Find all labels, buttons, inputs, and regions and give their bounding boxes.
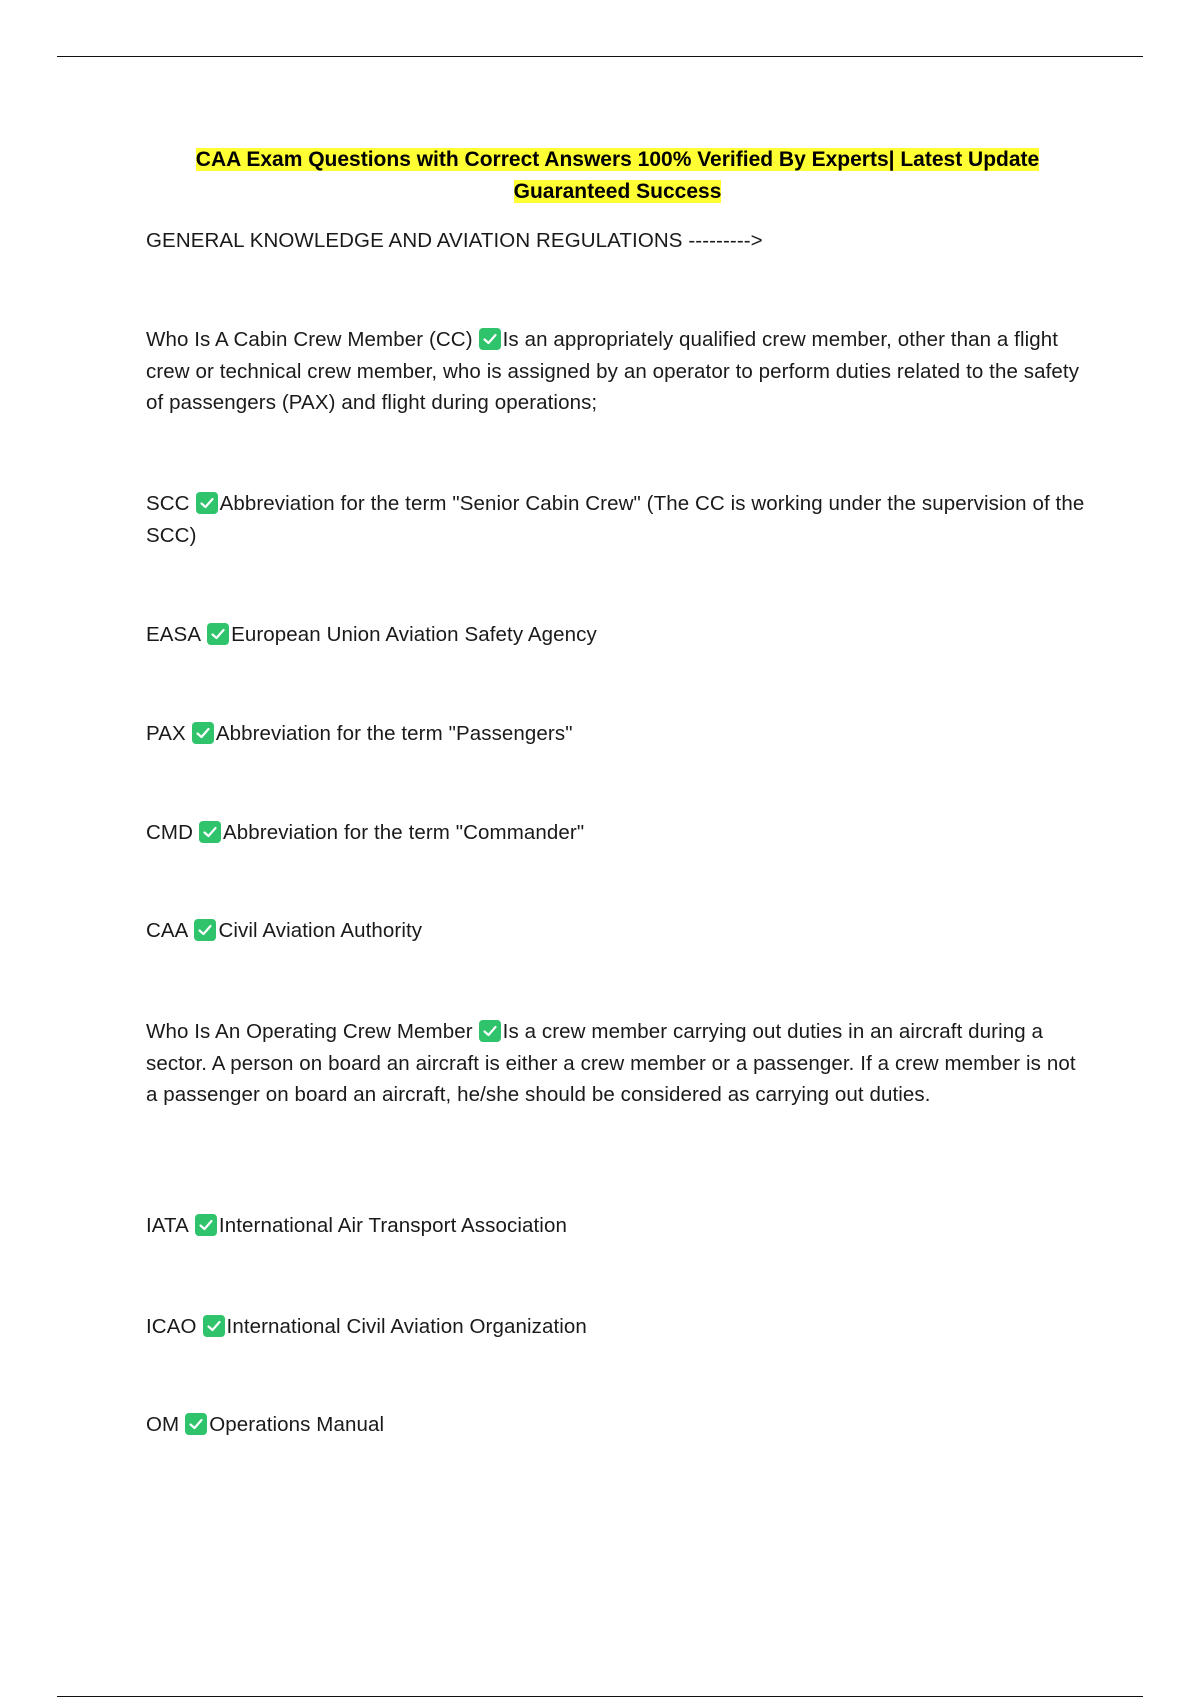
answer-text: Abbreviation for the term "Commander" [223,821,585,844]
check-mark-icon [479,1020,501,1042]
answer-text: Is an appropriately qualified crew member, other than a flight crew or technical crew member, who is assigned by an operator to perform duties related to the safety of passengers (PAX) and flight during operations; [146,328,1080,414]
check-mark-icon [479,328,501,350]
answer-text: Is a crew member carrying out duties in an aircraft during a sector. A person on board an aircraft is either a crew member or a passenger. If a crew member is not a passenger on board an aircraft, he/she should be considered as carrying out duties. [146,1020,1076,1106]
qa-item-caa [146,915,1086,947]
check-mark-icon [203,1315,225,1337]
document-title [150,144,1085,208]
qa-item-scc [146,488,1086,551]
question-text: Who Is An Operating Crew Member [146,1020,473,1043]
qa-item-easa [146,619,1086,651]
answer-text: European Union Aviation Safety Agency [231,623,597,646]
answer-text: International Air Transport Association [218,1214,567,1237]
check-mark-icon [195,1214,217,1236]
question-text: OM [146,1413,180,1436]
qa-item-cmd [146,817,1086,849]
question-text: CMD [146,821,193,844]
answer-text: International Civil Aviation Organization [226,1315,587,1338]
check-mark-icon [185,1413,207,1435]
qa-item-pax [146,718,1086,750]
check-mark-icon [194,919,216,941]
qa-item-operating-crew [146,1016,1086,1111]
check-mark-icon [192,722,214,744]
qa-item-om [146,1409,1086,1441]
question-text: PAX [146,722,186,745]
question-text: SCC [146,492,190,515]
check-mark-icon [207,623,229,645]
question-text: Who Is A Cabin Crew Member (CC) [146,328,473,351]
check-mark-icon [196,492,218,514]
question-text: IATA [146,1214,189,1237]
header-rule [57,56,1143,57]
title-line-1: CAA Exam Questions with Correct Answers 100% Verified By Experts| Latest Update [195,148,1040,171]
answer-text: Abbreviation for the term "Senior Cabin Crew" (The CC is working under the supervision of the SCC) [146,492,1085,547]
title-line-2: Guaranteed Success [513,180,722,203]
answer-text: Abbreviation for the term "Passengers" [215,722,573,745]
question-text: EASA [146,623,202,646]
answer-text: Operations Manual [209,1413,385,1436]
answer-text: Civil Aviation Authority [218,919,423,942]
question-text: CAA [146,919,189,942]
qa-item-cabin-crew [146,324,1086,419]
check-mark-icon [199,821,221,843]
qa-item-icao [146,1311,1086,1343]
section-heading: GENERAL KNOWLEDGE AND AVIATION REGULATIONS ---------> [146,229,763,252]
footer-rule [57,1696,1143,1697]
question-text: ICAO [146,1315,197,1338]
qa-item-iata [146,1210,1086,1242]
